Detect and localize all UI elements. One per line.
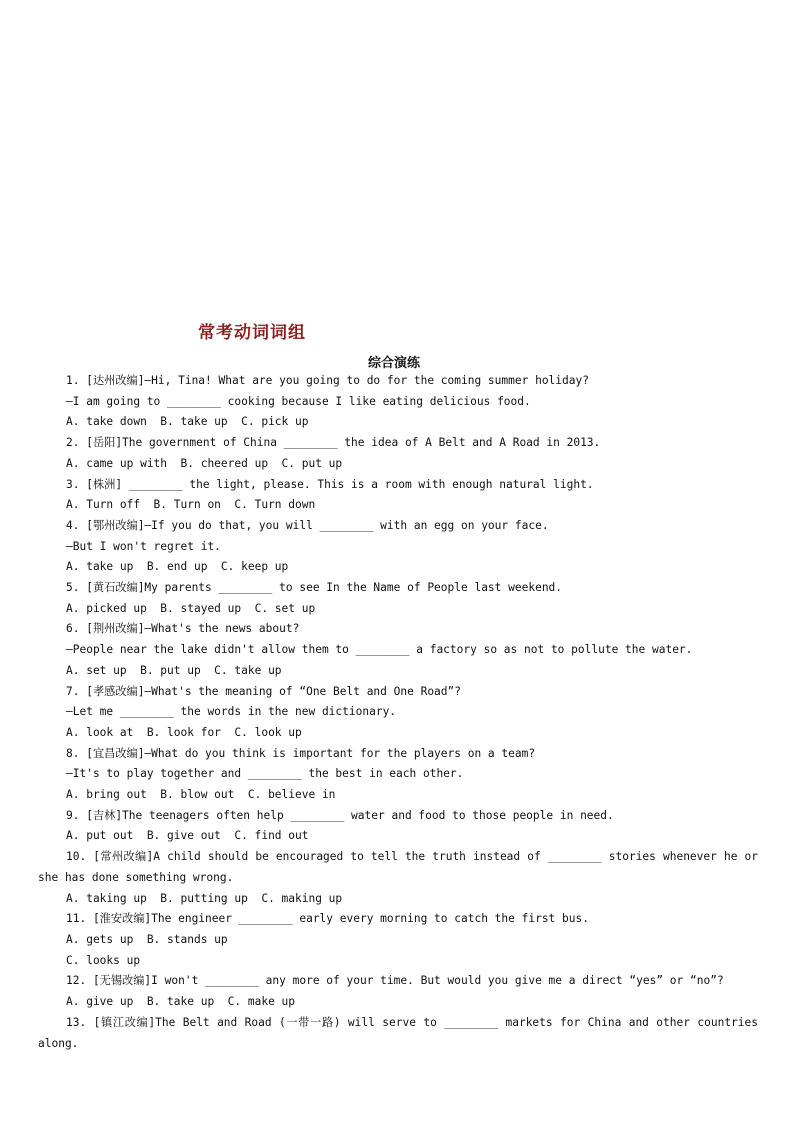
exercise-line: 4. [鄂州改编]—If you do that, you will ________ with an egg on your face. [66,518,549,532]
exercise-list [38,371,758,1054]
exercise-line: A. came up with B. cheered up C. put up [66,456,343,470]
exercise-line: —It's to play together and ________ the best in each other. [66,767,464,781]
exercise-line: 1. [达州改编]—Hi, Tina! What are you going to do for the coming summer holiday? [66,374,589,387]
exercise-line: 7. [孝感改编]—What's the meaning of “One Belt and One Road”? [66,684,461,698]
exercise-line: C. looks up [66,953,141,967]
exercise-line: A. put out B. give out C. find out [66,829,309,843]
exercise-line: 5. [黄石改编]My parents ________ to see In the Name of People last weekend. [66,581,563,595]
exercise-line: 12. [无锡改编]I won't ________ any more of your time. But would you give me a direct “yes” or “no”? [66,974,724,988]
section-subtitle: 综合演练 [368,356,421,371]
exercise-line: A. take up B. end up C. keep up [66,560,289,574]
exercise-line: —I am going to ________ cooking because I like eating delicious food. [66,394,531,408]
exercise-line: —But I won't regret it. [66,539,221,553]
exercise-line: A. take down B. take up C. pick up [66,415,309,429]
exercise-line: A. give up B. take up C. make up [66,995,296,1009]
exercise-line: 9. [吉林]The teenagers often help ________ water and food to those people in need. [66,808,614,822]
exercise-line: 6. [荆州改编]—What's the news about? [66,622,300,636]
exercise-line: A. taking up B. putting up C. making up [66,891,343,905]
exercise-line: 2. [岳阳]The government of China ________ the idea of A Belt and A Road in 2013. [66,436,601,450]
exercise-line: 11. [淮安改编]The engineer ________ early every morning to catch the first bus. [66,912,589,926]
exercise-line: A. look at B. look for C. look up [66,725,302,739]
exercise-line: —Let me ________ the words in the new dictionary. [66,705,397,719]
exercise-line: 10. [常州改编]A child should be encouraged to tell the truth instead of ________ stories whenever he or she has done something wrong. [38,850,758,884]
exercise-line: A. Turn off B. Turn on C. Turn down [66,498,316,512]
exercise-line: —People near the lake didn't allow them to ________ a factory so as not to pollute the water. [66,643,693,657]
page-title: 常考动词词组 [198,323,306,343]
exercise-line: A. picked up B. stayed up C. set up [66,601,316,615]
exercise-line: 13. [镇江改编]The Belt and Road (一带一路) will serve to ________ markets for China and other countries along. [38,1015,758,1050]
exercise-line: 3. [株洲] ________ the light, please. This is a room with enough natural light. [66,477,594,491]
exercise-line: 8. [宜昌改编]—What do you think is important for the players on a team? [66,746,536,760]
exercise-line: A. bring out B. blow out C. believe in [66,788,336,802]
exercise-line: A. set up B. put up C. take up [66,663,282,677]
exercise-line: A. gets up B. stands up [66,932,228,946]
